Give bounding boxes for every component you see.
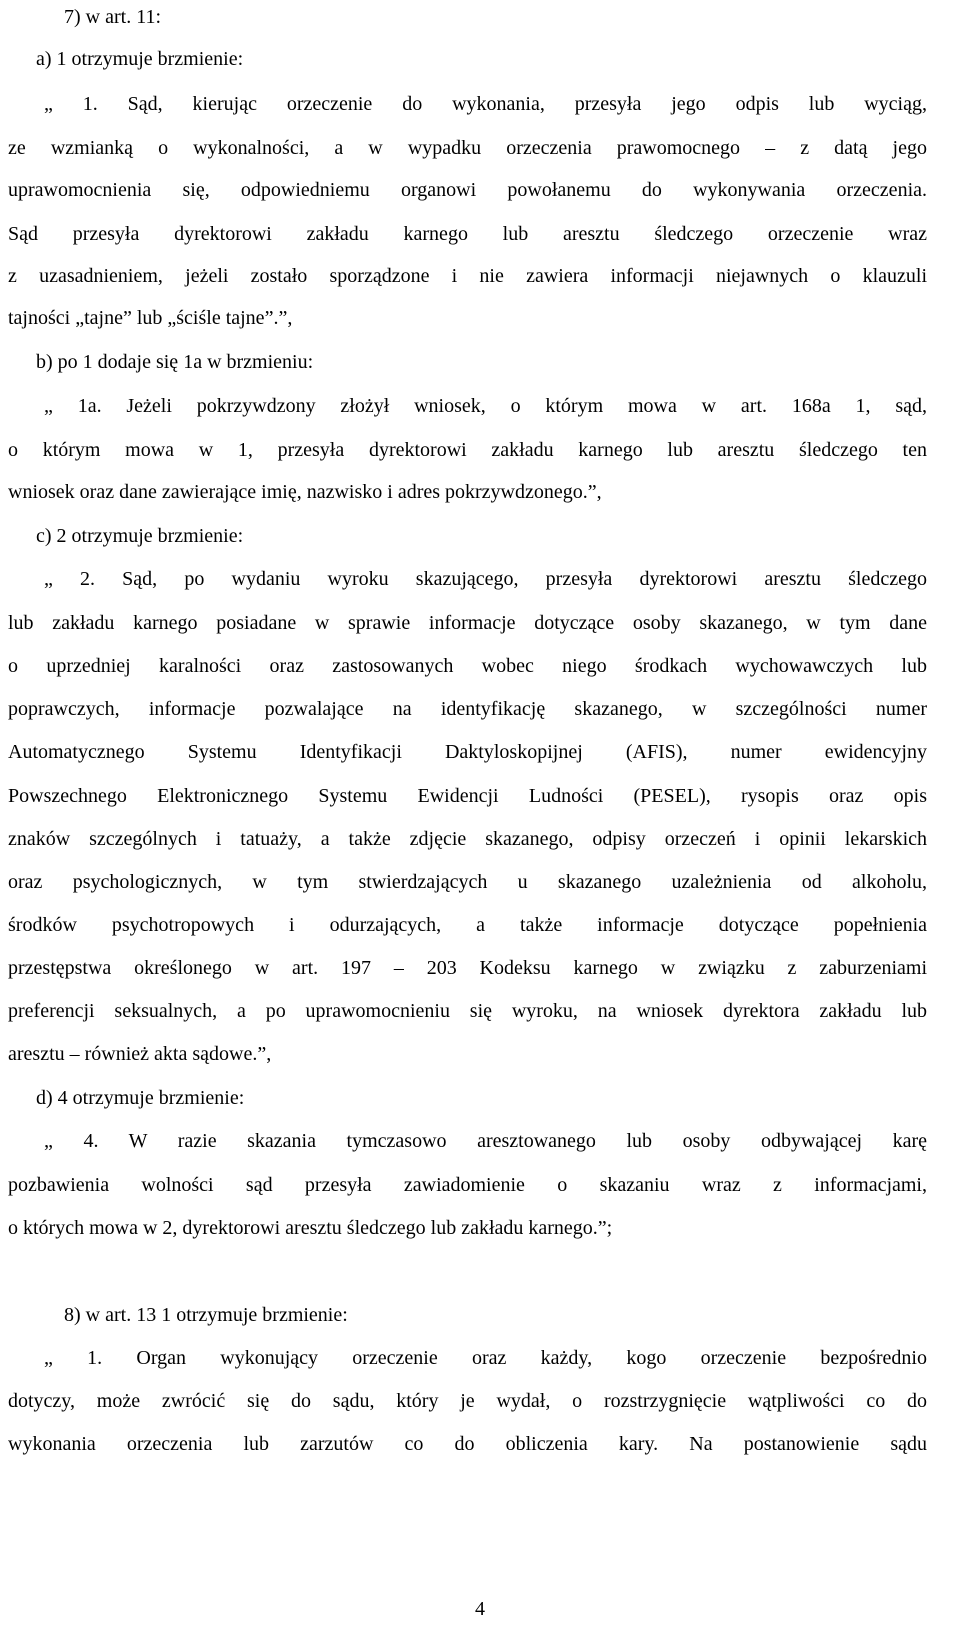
item-a-heading: a) 1 otrzymuje brzmienie: <box>36 48 244 70</box>
paragraph-line: uprawomocnienia się, odpowiedniemu organowi powołanemu do wykonywania orzeczenia. <box>8 179 927 201</box>
paragraph-line: lub zakładu karnego posiadane w sprawie informacje dotyczące osoby skazanego, w tym dane <box>8 612 927 634</box>
paragraph-line: Sąd przesyła dyrektorowi zakładu karnego lub aresztu śledczego orzeczenie wraz <box>8 223 927 245</box>
paragraph-line: z uzasadnieniem, jeżeli zostało sporządzone i nie zawiera informacji niejawnych o klauzuli <box>8 265 927 287</box>
item-7-heading: 7) w art. 11: <box>64 6 162 28</box>
item-8-heading: 8) w art. 13 1 otrzymuje brzmienie: <box>64 1304 348 1326</box>
paragraph-line: „ 1. Sąd, kierując orzeczenie do wykonania, przesyła jego odpis lub wyciąg, <box>44 93 927 115</box>
item-d-heading: d) 4 otrzymuje brzmienie: <box>36 1087 245 1109</box>
item-c-heading: c) 2 otrzymuje brzmienie: <box>36 525 244 547</box>
paragraph-line: oraz psychologicznych, w tym stwierdzających u skazanego uzależnienia od alkoholu, <box>8 871 927 893</box>
paragraph-line: „ 1. Organ wykonujący orzeczenie oraz każdy, kogo orzeczenie bezpośrednio <box>44 1347 927 1369</box>
paragraph-line: wniosek oraz dane zawierające imię, nazwisko i adres pokrzywdzonego.”, <box>8 481 602 503</box>
paragraph-line: tajności „tajne” lub „ściśle tajne”.”, <box>8 307 293 329</box>
paragraph-line: znaków szczególnych i tatuaży, a także zdjęcie skazanego, odpisy orzeczeń i opinii lekarskich <box>8 828 927 850</box>
paragraph-line: o których mowa w 2, dyrektorowi aresztu śledczego lub zakładu karnego.”; <box>8 1217 613 1239</box>
paragraph-line: poprawczych, informacje pozwalające na identyfikację skazanego, w szczególności numer <box>8 698 927 720</box>
item-b-heading: b) po 1 dodaje się 1a w brzmieniu: <box>36 351 314 373</box>
paragraph-line: o uprzedniej karalności oraz zastosowanych wobec niego środkach wychowawczych lub <box>8 655 927 677</box>
paragraph-line: Powszechnego Elektronicznego Systemu Ewidencji Ludności (PESEL), rysopis oraz opis <box>8 785 927 807</box>
page-number: 4 <box>475 1598 485 1620</box>
paragraph-line: środków psychotropowych i odurzających, a także informacje dotyczące popełnienia <box>8 914 927 936</box>
paragraph-line: przestępstwa określonego w art. 197 – 203 Kodeksu karnego w związku z zaburzeniami <box>8 957 927 979</box>
paragraph-line: wykonania orzeczenia lub zarzutów co do obliczenia kary. Na postanowienie sądu <box>8 1433 927 1455</box>
paragraph-line: „ 2. Sąd, po wydaniu wyroku skazującego, przesyła dyrektorowi aresztu śledczego <box>44 568 927 590</box>
paragraph-line: „ 4. W razie skazania tymczasowo aresztowanego lub osoby odbywającej karę <box>44 1130 927 1152</box>
paragraph-line: dotyczy, może zwrócić się do sądu, który je wydał, o rozstrzygnięcie wątpliwości co do <box>8 1390 927 1412</box>
paragraph-line: pozbawienia wolności sąd przesyła zawiadomienie o skazaniu wraz z informacjami, <box>8 1174 927 1196</box>
paragraph-line: „ 1a. Jeżeli pokrzywdzony złożył wniosek, o którym mowa w art. 168a 1, sąd, <box>44 395 927 417</box>
paragraph-line: o którym mowa w 1, przesyła dyrektorowi zakładu karnego lub aresztu śledczego ten <box>8 439 927 461</box>
paragraph-line: preferencji seksualnych, a po uprawomocnieniu się wyroku, na wniosek dyrektora zakładu lub <box>8 1000 927 1022</box>
paragraph-line: Automatycznego Systemu Identyfikacji Daktyloskopijnej (AFIS), numer ewidencyjny <box>8 741 927 763</box>
paragraph-line: aresztu – również akta sądowe.”, <box>8 1043 272 1065</box>
paragraph-line: ze wzmianką o wykonalności, a w wypadku orzeczenia prawomocnego – z datą jego <box>8 137 927 159</box>
